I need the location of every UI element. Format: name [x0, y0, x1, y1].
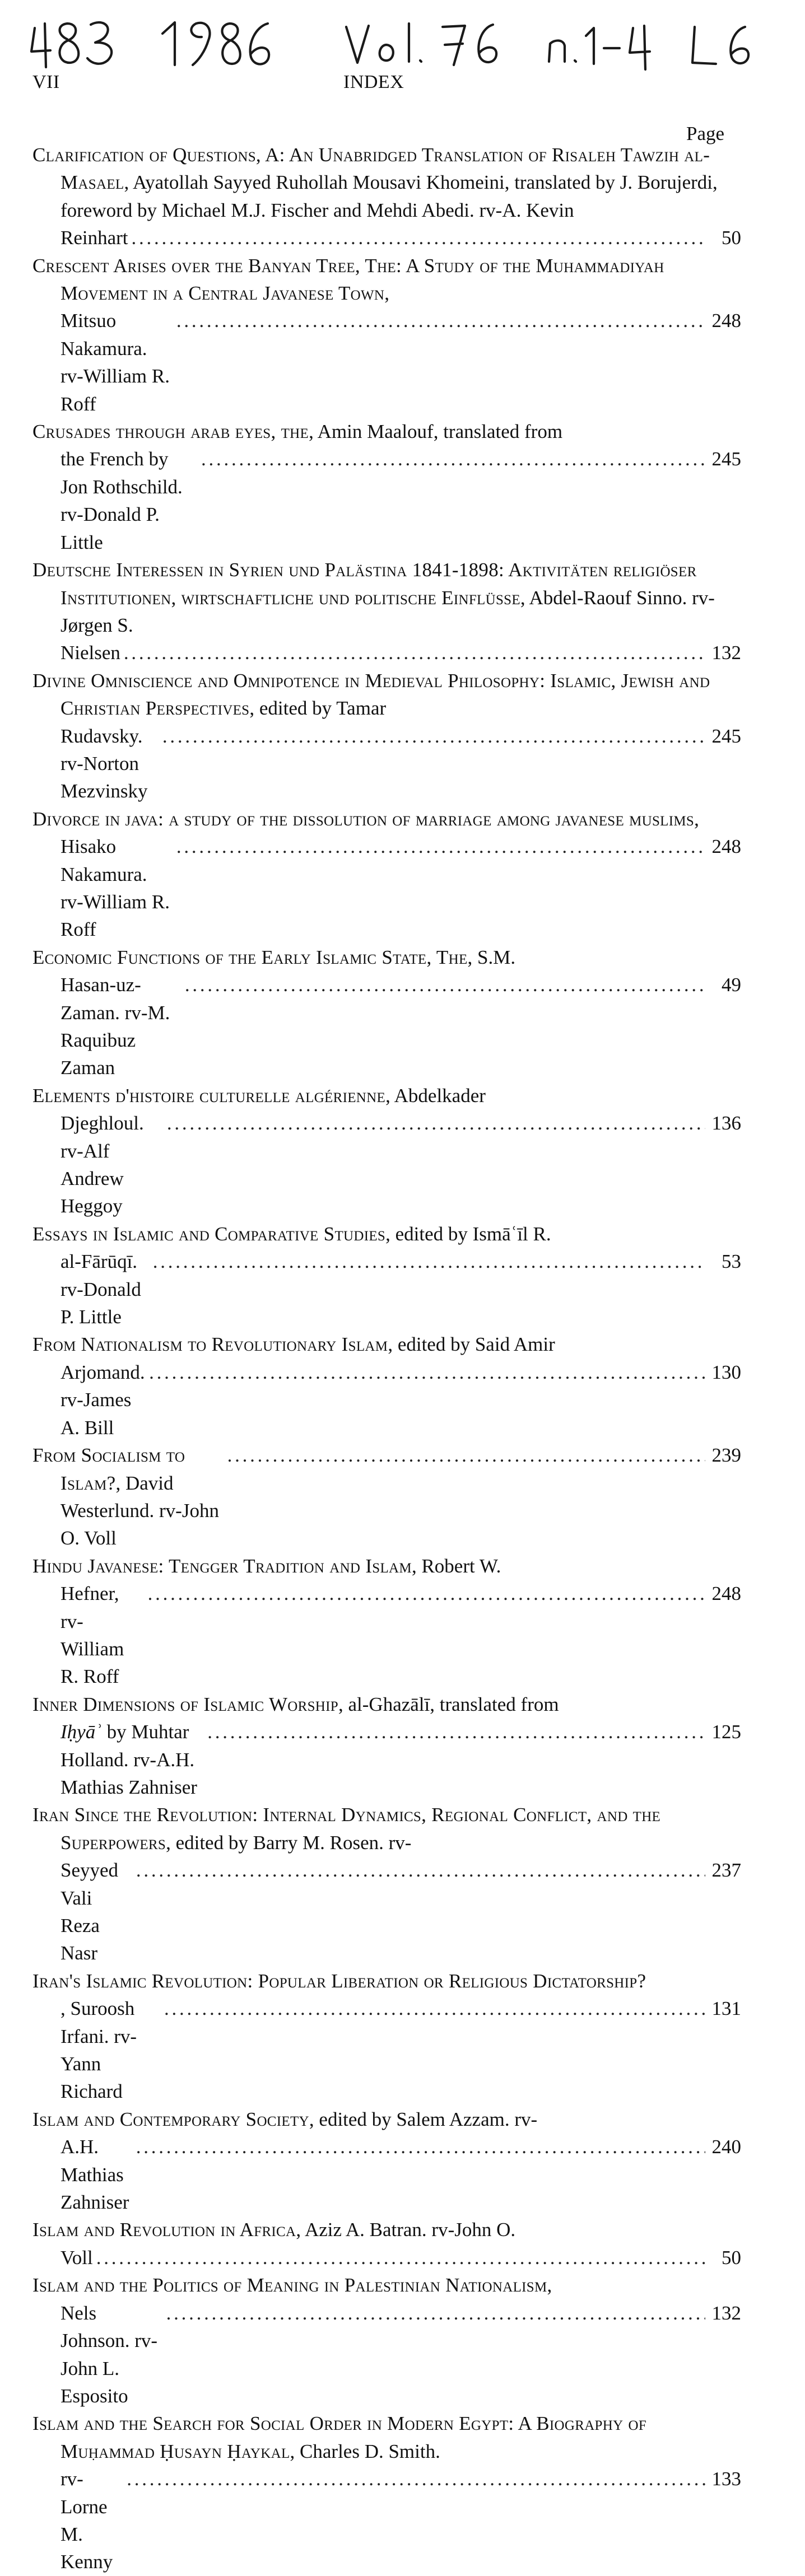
entry-last-line [61, 639, 741, 666]
entry-details: , Ayatollah Sayyed Ruhollah Mousavi Khomeini, translated by J. Borujerdi, foreword by Michael M.J. Fischer and Mehdi Abedi. rv-A. Kevin [61, 171, 718, 221]
entry-page-number: 53 [722, 1250, 741, 1273]
dot-leader [148, 1580, 705, 1607]
entry-tail: Rudavsky. rv-Norton Mezvinsky [61, 725, 148, 802]
index-entry [32, 1441, 741, 1552]
entry-title: From Socialism to Islam? [32, 1444, 185, 1494]
entry-details: , Abdelkader [385, 1084, 486, 1107]
index-entry [32, 1082, 741, 1220]
entry-page-number: 248 [711, 310, 741, 332]
entry-tail: Seyyed Vali Reza Nasr [61, 1859, 119, 1964]
entry-title: Elements d'histoire culturelle algérienne [32, 1084, 386, 1107]
entry-last-line [61, 1580, 741, 1691]
entry-last-line [61, 2244, 741, 2271]
entry-tail: by Muhtar Holland. rv-A.H. Mathias Zahniser [61, 1721, 197, 1798]
entry-title: Deutsche Interessen in Syrien und Palästina 1841-1898: Aktivitäten religiöser Institutionen, wirtschaftliche und politische Einflüsse [32, 559, 697, 609]
dot-leader [149, 1359, 705, 1386]
index-entry [32, 805, 741, 944]
entry-details: , Amin Maalouf, translated from [309, 421, 563, 443]
entry-title: Islam and Revolution in Africa [32, 2219, 296, 2241]
entry-tail: Reinhart [61, 227, 128, 249]
index-entry [32, 944, 741, 1082]
entry-page-number: 248 [711, 1583, 741, 1605]
dot-leader [153, 1248, 705, 1275]
dot-leader [127, 2465, 705, 2493]
entry-title: From Nationalism to Revolutionary Islam [32, 1333, 388, 1356]
entry-last-line [61, 1359, 741, 1441]
entry-last-line [61, 2133, 741, 2216]
entry-page-number: 49 [722, 974, 741, 996]
entry-page-number: 239 [711, 1444, 741, 1467]
index-entry [32, 141, 741, 252]
entry-title: Iran's Islamic Revolution: Popular Liberation or Religious Dictatorship? [32, 1970, 646, 1992]
entry-page-number: 125 [711, 1721, 741, 1743]
entry-title: Islam and the Politics of Meaning in Palestinian Nationalism [32, 2274, 547, 2297]
entry-last-line [61, 1995, 741, 2106]
entry-tail: Voll [61, 2246, 93, 2269]
entry-details: , Robert W. [411, 1555, 501, 1577]
dot-leader [132, 224, 705, 251]
entry-title: Essays in Islamic and Comparative Studies [32, 1222, 386, 1245]
entry-details: , Abdel-Raouf Sinno. rv-Jørgen S. [61, 586, 715, 636]
entry-last-line [61, 1109, 741, 1220]
entry-last-line [61, 971, 741, 1082]
index-entry [32, 667, 741, 805]
entry-title: Crescent Arises over the Banyan Tree, The: A Study of the Muhammadiyah Movement in a Central Javanese Town [32, 254, 664, 305]
entry-details: , S.M. [467, 946, 516, 968]
entry-tail: Mitsuo Nakamura. rv-William R. Roff [61, 310, 170, 415]
entry-last-line [61, 833, 741, 944]
entry-title: Divorce in java: a study of the dissolution of marriage among javanese muslims [32, 808, 695, 830]
dot-leader [176, 833, 705, 860]
entry-page-number: 131 [711, 1998, 741, 2020]
dot-leader [201, 445, 705, 473]
entry-details: , [547, 2274, 552, 2297]
entry-tail: A.H. Mathias Zahniser [61, 2136, 129, 2214]
entry-details: , edited by Ismāʿīl R. [385, 1222, 551, 1245]
index-entry [32, 418, 741, 556]
entry-page-number: 133 [711, 2468, 741, 2490]
dot-leader [124, 639, 705, 666]
entry-details: , edited by Barry M. Rosen. rv- [166, 1831, 412, 1854]
entry-title: Inner Dimensions of Islamic Worship [32, 1693, 338, 1715]
entry-details: , Charles D. Smith. [290, 2440, 440, 2462]
entry-details: , [384, 282, 389, 305]
entry-title: Divine Omniscience and Omnipotence in Medieval Philosophy: Islamic, Jewish and Christian Perspectives [32, 669, 710, 720]
entry-last-line [61, 445, 741, 556]
index-entry [32, 1331, 741, 1441]
entry-last-line [32, 1441, 741, 1552]
entry-tail: , Suroosh Irfani. rv-Yann Richard [61, 1998, 137, 2103]
folio-number: VII [32, 72, 60, 92]
dot-leader [167, 1109, 705, 1137]
index-entry [32, 2216, 741, 2271]
page-column-label: Page [686, 123, 725, 144]
entry-details: , edited by Salem Azzam. rv- [309, 2108, 538, 2130]
entry-tail: Arjomand. rv-James A. Bill [61, 1361, 145, 1439]
entry-tail: Hefner, rv-William R. Roff [61, 1583, 124, 1688]
entry-title: Crusades through arab eyes, the [32, 421, 309, 443]
entry-details: , [694, 808, 699, 830]
entry-tail: , David Westerlund. rv-John O. Voll [61, 1472, 219, 1550]
entry-details: , Aziz A. Batran. rv-John O. [296, 2219, 516, 2241]
entry-details: , edited by Tamar [249, 697, 387, 720]
dot-leader [225, 1441, 705, 1469]
index-entry [32, 1220, 741, 1331]
index-entry [32, 252, 741, 418]
entry-page-number: 245 [711, 725, 741, 747]
entry-title: Iran Since the Revolution: Internal Dynamics, Regional Conflict, and the Superpowers [32, 1804, 661, 1854]
index-entry [32, 556, 741, 667]
entry-last-line [61, 224, 741, 251]
dot-leader [136, 2133, 705, 2160]
entry-tail: al-Fārūqī. rv-Donald P. Little [61, 1250, 141, 1328]
dot-leader [164, 1995, 705, 2022]
entry-title: Clarification of Questions, A: An Unabridged Translation of Risaleh Tawzih al-Masael [32, 144, 710, 194]
entry-page-number: 240 [711, 2136, 741, 2158]
entry-title: Economic Functions of the Early Islamic State, The [32, 946, 468, 968]
entry-last-line [61, 1856, 741, 1967]
entry-page-number: 245 [711, 448, 741, 470]
handwritten-call-number-drawing [28, 11, 756, 73]
entry-title: Hindu Javanese: Tengger Tradition and Islam [32, 1555, 412, 1577]
entry-last-line [61, 2465, 741, 2576]
dot-leader [136, 1856, 705, 1884]
entry-tail: Nels Johnson. rv-John L. Esposito [61, 2302, 158, 2407]
entry-tail: Hisako Nakamura. rv-William R. Roff [61, 836, 170, 941]
index-entry [32, 2106, 741, 2216]
entry-last-line [61, 722, 741, 805]
index-entry [32, 2271, 741, 2410]
entry-tail: rv-Lorne M. Kenny [61, 2468, 113, 2573]
dot-leader [96, 2244, 705, 2271]
entry-page-number: 50 [722, 227, 741, 249]
entry-tail: Djeghloul. rv-Alf Andrew Heggoy [61, 1112, 144, 1217]
page-title: INDEX [343, 72, 404, 92]
entry-last-line [61, 2299, 741, 2410]
index-entries [32, 141, 741, 2576]
dot-leader [166, 2299, 705, 2327]
entry-page-number: 132 [711, 2302, 741, 2324]
entry-details: , edited by Said Amir [388, 1333, 555, 1356]
entry-details: , al-Ghazālī, translated from [338, 1693, 559, 1715]
entry-tail: the French by Jon Rothschild. rv-Donald P. Little [61, 448, 183, 553]
running-head [32, 72, 773, 97]
entry-tail: Hasan-uz-Zaman. rv-M. Raquibuz Zaman [61, 974, 170, 1079]
entry-title: Islam and Contemporary Society [32, 2108, 309, 2130]
handwritten-call-number [28, 11, 756, 73]
dot-leader [207, 1718, 705, 1746]
index-entry [32, 1552, 741, 1691]
entry-italic-source: Iḥyāʾ [61, 1721, 102, 1743]
entry-page-number: 237 [711, 1859, 741, 1882]
entry-page-number: 130 [711, 1361, 741, 1383]
entry-page-number: 50 [722, 2246, 741, 2269]
entry-page-number: 132 [711, 642, 741, 664]
entry-tail: Nielsen [61, 642, 120, 664]
entry-page-number: 136 [711, 1112, 741, 1135]
dot-leader [162, 722, 705, 750]
entry-page-number: 248 [711, 836, 741, 858]
index-entry [32, 1691, 741, 1802]
entry-last-line [61, 307, 741, 418]
entry-last-line [61, 1248, 741, 1331]
index-entry [32, 2410, 741, 2575]
dot-leader [176, 307, 705, 334]
entry-title: Islam and the Search for Social Order in Modern Egypt: A Biography of Muḥammad Ḥusayn Ḥaykal [32, 2412, 647, 2462]
entry-last-line [61, 1718, 741, 1801]
dot-leader [185, 971, 705, 998]
index-entry [32, 1801, 741, 1967]
index-entry [32, 1967, 741, 2106]
